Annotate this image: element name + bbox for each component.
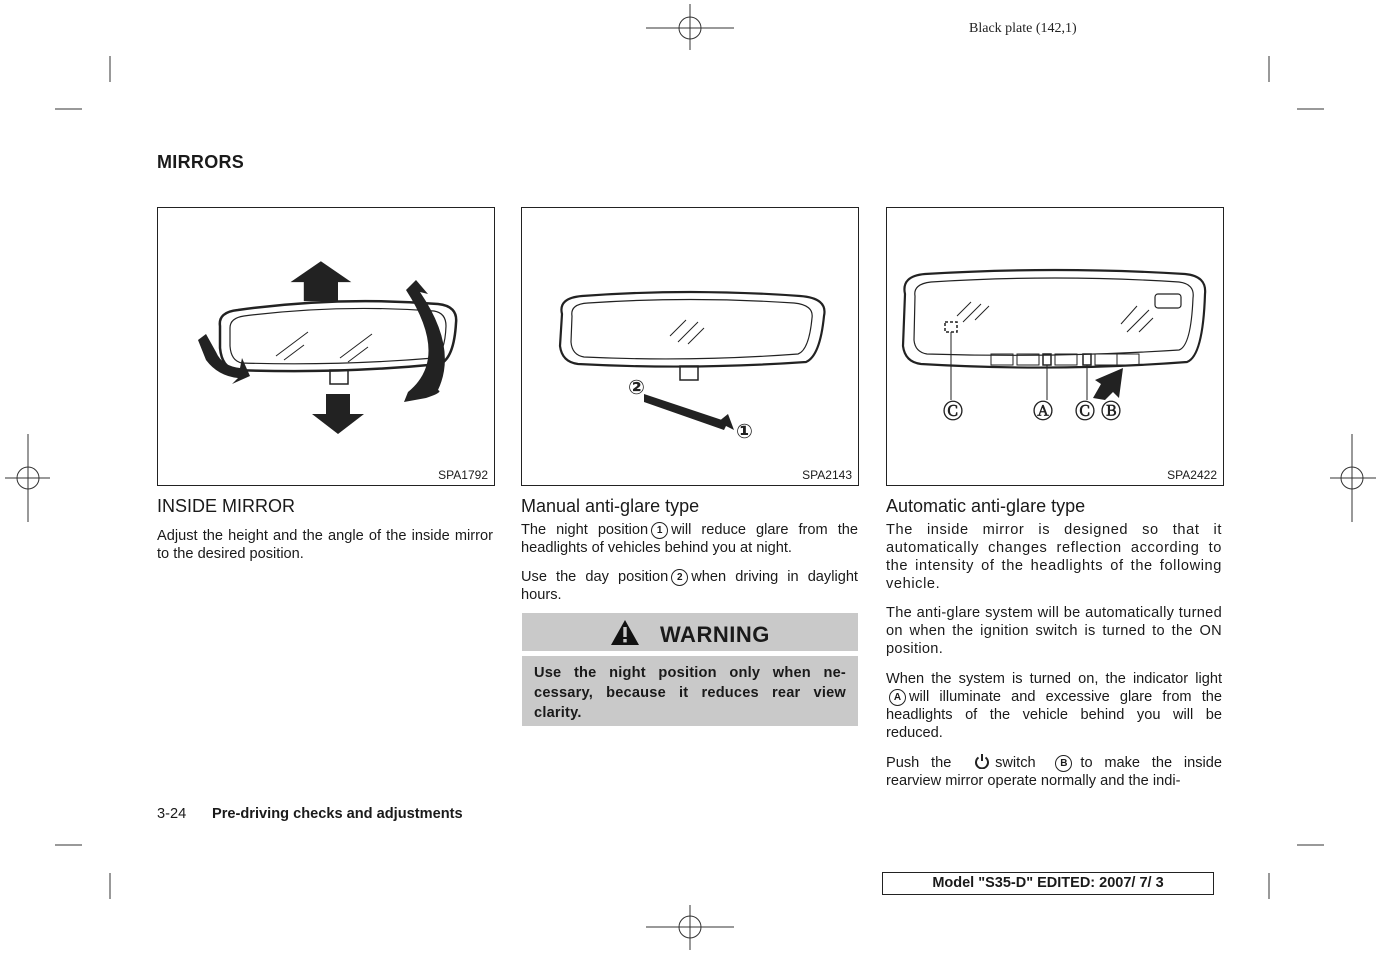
manual-mirror-illustration [522,208,858,485]
lever-arrow-icon [644,394,728,430]
tilt-arrow-icon [404,280,445,402]
auto-para-3 [886,670,1222,742]
callout-2: ② [628,375,645,399]
circled-1: 1 [651,522,668,539]
figure-auto-antiglare [886,207,1224,486]
power-icon [973,753,991,769]
auto-para-3-start: When the system is turned on, the indicator light [886,671,1222,687]
page-number: 3-24 [157,806,187,822]
warning-title: WARNING [660,622,770,647]
warning-triangle-icon [610,619,640,646]
inside-mirror-title: INSIDE MIRROR [157,496,296,516]
manual-para-2 [521,568,858,604]
circled-2: 2 [671,569,688,586]
manual-para-2-end: when driving in daylight hours. [521,569,858,603]
figure-manual-antiglare [521,207,859,486]
manual-para-1 [521,521,858,557]
warning-body [522,656,858,726]
footer-section-title: Pre-driving checks and adjustments [212,806,463,822]
press-arrow-icon [1093,368,1123,400]
callout-1: ① [736,419,753,443]
figure-code: SPA1792 [438,468,488,482]
warning-header [522,613,858,651]
auto-para-1: The inside mirror is designed so that it automatically changes reflection according to the intensity of the headlights of the following vehicle. [886,522,1222,592]
callout-c-left: Ⓒ [943,399,963,423]
figure-code: SPA2422 [1167,468,1217,482]
auto-antiglare-title: Automatic anti-glare type [886,496,1086,516]
mirror-adjust-illustration [158,208,494,485]
manual-para-2-start: Use the day position [521,569,669,585]
auto-para-2: The anti-glare system will be automatically turned on when the ignition switch is turned to the ON position. [886,605,1222,657]
section-title: MIRRORS [157,152,245,172]
warning-text: Use the night position only when ne- cessary, because it reduces rear view clarity. [534,665,846,721]
figure-code: SPA2143 [802,468,852,482]
auto-mirror-illustration [887,208,1223,485]
circled-a: A [889,689,906,706]
auto-para-3-end: will illuminate and excessive glare from the headlights of the vehicle behind you will be reduced. [886,689,1222,741]
auto-para-4-mid: switch [995,755,1036,771]
figure-inside-mirror [157,207,495,486]
callout-c-right: Ⓒ [1075,399,1095,423]
manual-antiglare-title: Manual anti-glare type [521,496,700,516]
auto-para-4-end: to make the inside rearview mirror operate normally and the indi- [886,755,1222,789]
manual-para-1-start: The night position [521,522,649,538]
arrow-down-icon [312,394,364,434]
auto-para-4 [886,753,1222,790]
auto-para-4-start: Push the [886,755,952,771]
circled-b: B [1055,755,1072,772]
rotate-arrow-icon [198,334,250,384]
callout-b: Ⓑ [1101,399,1121,423]
inside-mirror-text: Adjust the height and the angle of the inside mirror to the desired position. [157,528,493,562]
model-edit-box: Model "S35-D" EDITED: 2007/ 7/ 3 [882,872,1214,895]
callout-a: Ⓐ [1033,399,1053,423]
manual-para-1-end: will reduce glare from the headlights of vehicles behind you at night. [521,522,858,556]
arrow-up-icon [291,261,352,301]
plate-label: Black plate (142,1) [969,21,1077,36]
